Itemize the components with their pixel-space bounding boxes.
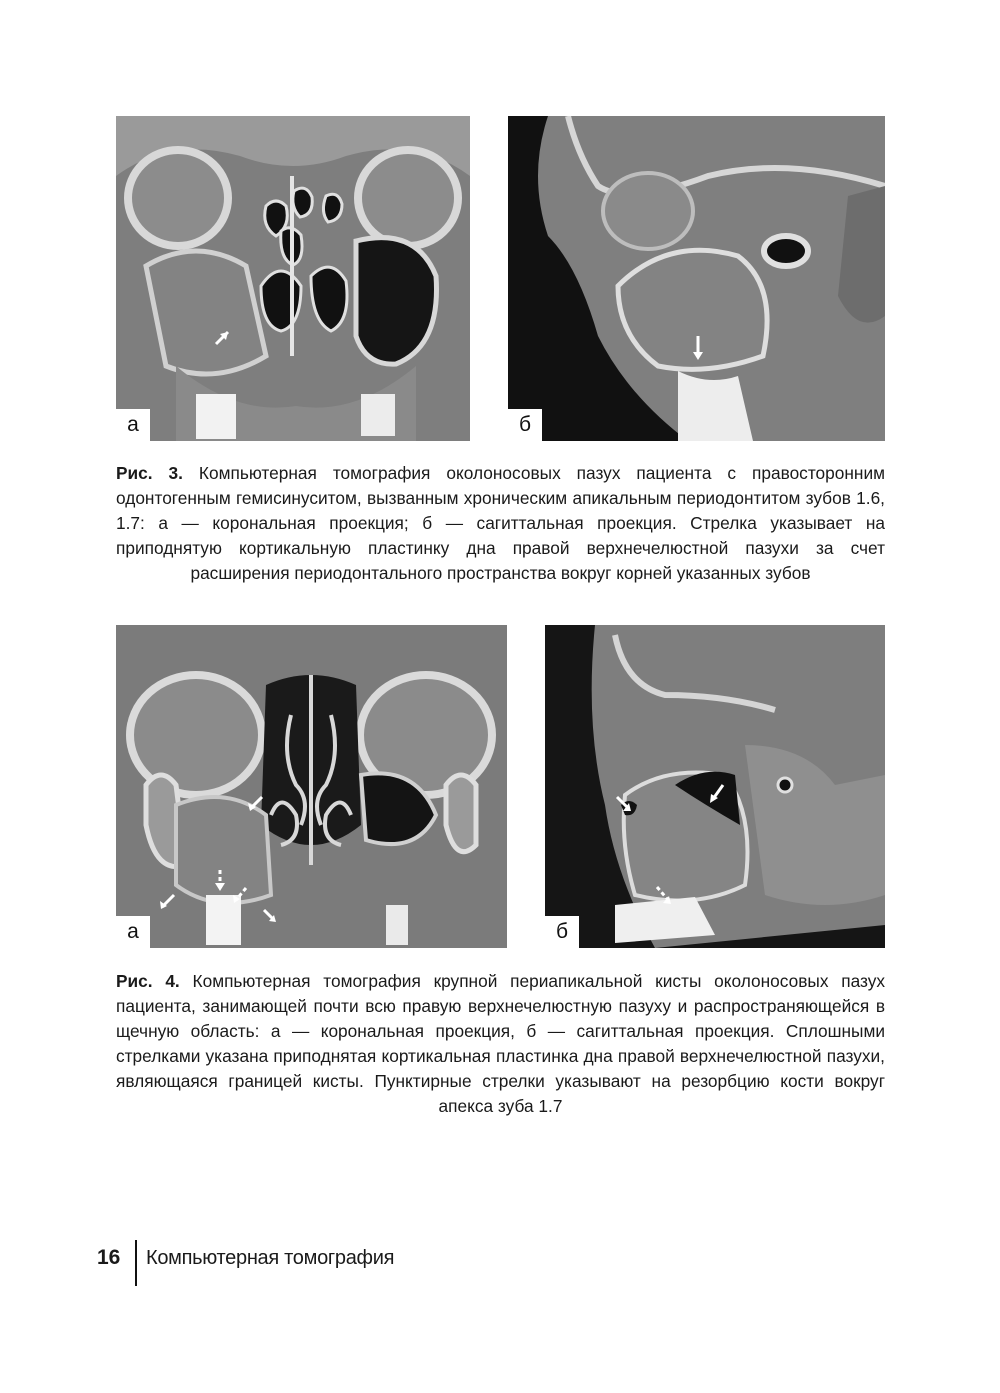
- fig3-caption: [116, 461, 885, 586]
- fig4-caption-text: Компьютерная томография крупной периапикальной кисты околоносовых пазух пациента, занимающей почти всю правую верхнечелюстную пазуху и распространяющейся в щечную область: а — корональная проекция, б — сагиттальная проекция. Сплошными стрелками указана приподнятая кортикальная пластинка дна правой верхнечелюстной пазухи, являющаяся границей кисты. Пунктирные стрелки указывают на резорбцию кости вокруг апекса зуба 1.7: [116, 971, 885, 1116]
- page-number: 16: [97, 1246, 121, 1269]
- fig4-panel-b-ct-image: [545, 625, 885, 948]
- footer-divider: [135, 1240, 137, 1286]
- fig4-panel-a-label: а: [116, 916, 150, 948]
- fig4-panel-a-ct-image: [116, 625, 507, 948]
- fig4-panel-b-label: б: [545, 916, 579, 948]
- fig3-panel-b-label: б: [508, 409, 542, 441]
- fig3-panel-b-ct-image: [508, 116, 885, 441]
- fig3-caption-lead: Рис. 3.: [116, 463, 183, 483]
- fig3-panel-a-ct-image: [116, 116, 470, 441]
- fig3-panel-a-label: а: [116, 409, 150, 441]
- running-title: Компьютерная томография: [146, 1247, 395, 1269]
- fig3-caption-text: Компьютерная томография околоносовых пазух пациента с правосторонним одонтогенным гемисинуситом, вызванным хроническим апикальным периодонтитом зубов 1.6, 1.7: а — корональная проекция; б — сагиттальная проекция. Стрелка указывает на приподнятую кортикальную пластинку дна правой верхнечелюстной пазухи за счет расширения периодонтального пространства вокруг корней указанных зубов: [116, 463, 885, 583]
- fig4-caption: [116, 969, 885, 1119]
- fig4-caption-lead: Рис. 4.: [116, 971, 180, 991]
